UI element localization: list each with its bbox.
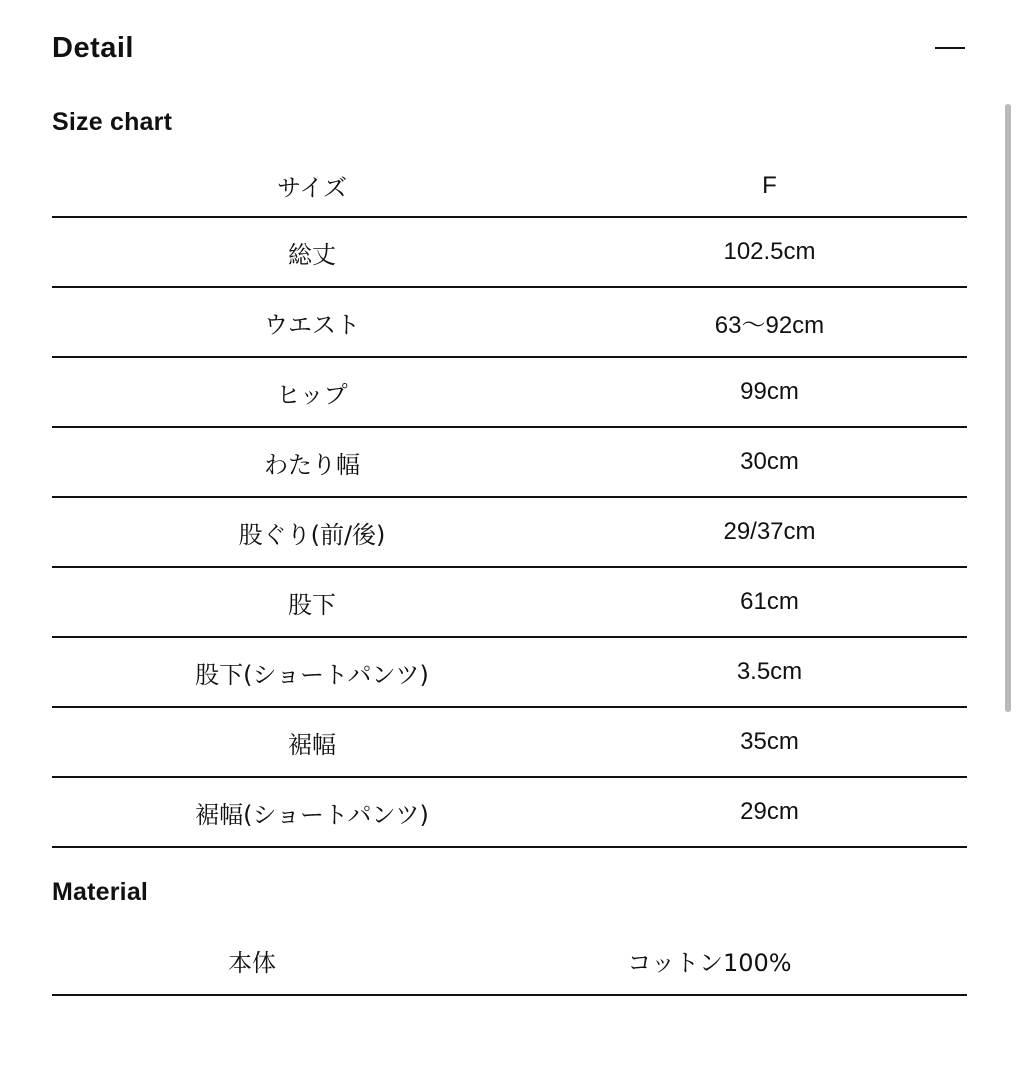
row-value: 61cm: [572, 567, 967, 637]
row-value: 99cm: [572, 357, 967, 427]
table-header-row: [52, 155, 967, 217]
row-label: 股ぐり(前/後): [52, 497, 572, 567]
row-label: 本体: [52, 927, 452, 995]
table-row: [52, 637, 967, 707]
size-chart-table: [52, 155, 967, 848]
row-value: 30cm: [572, 427, 967, 497]
row-label: ウエスト: [52, 287, 572, 357]
size-chart-heading: Size chart: [52, 108, 173, 136]
scrollbar-thumb[interactable]: [1005, 104, 1011, 712]
page-title: Detail: [52, 31, 134, 64]
minus-icon[interactable]: [933, 31, 967, 65]
row-label: 総丈: [52, 217, 572, 287]
size-chart-header-value: F: [572, 155, 967, 217]
row-label: 股下(ショートパンツ): [52, 637, 572, 707]
material-heading: Material: [52, 878, 149, 906]
row-value: 102.5cm: [572, 217, 967, 287]
row-label: わたり幅: [52, 427, 572, 497]
row-value: コットン100%: [452, 927, 967, 995]
row-label: ヒップ: [52, 357, 572, 427]
minus-icon-bar: [935, 47, 965, 49]
table-row: [52, 287, 967, 357]
table-row: [52, 357, 967, 427]
row-value: 63〜92cm: [572, 287, 967, 357]
detail-header: [52, 0, 967, 78]
material-table: [52, 927, 967, 996]
table-row: [52, 707, 967, 777]
vertical-scrollbar[interactable]: [1005, 104, 1011, 1064]
table-row: [52, 217, 967, 287]
row-value: 3.5cm: [572, 637, 967, 707]
size-chart-header-label: サイズ: [52, 155, 572, 217]
row-value: 35cm: [572, 707, 967, 777]
row-value: 29/37cm: [572, 497, 967, 567]
row-label: 裾幅(ショートパンツ): [52, 777, 572, 847]
row-label: 裾幅: [52, 707, 572, 777]
table-row: [52, 777, 967, 847]
row-value: 29cm: [572, 777, 967, 847]
table-row: [52, 497, 967, 567]
row-label: 股下: [52, 567, 572, 637]
table-row: [52, 427, 967, 497]
table-row: [52, 567, 967, 637]
table-row: [52, 927, 967, 995]
